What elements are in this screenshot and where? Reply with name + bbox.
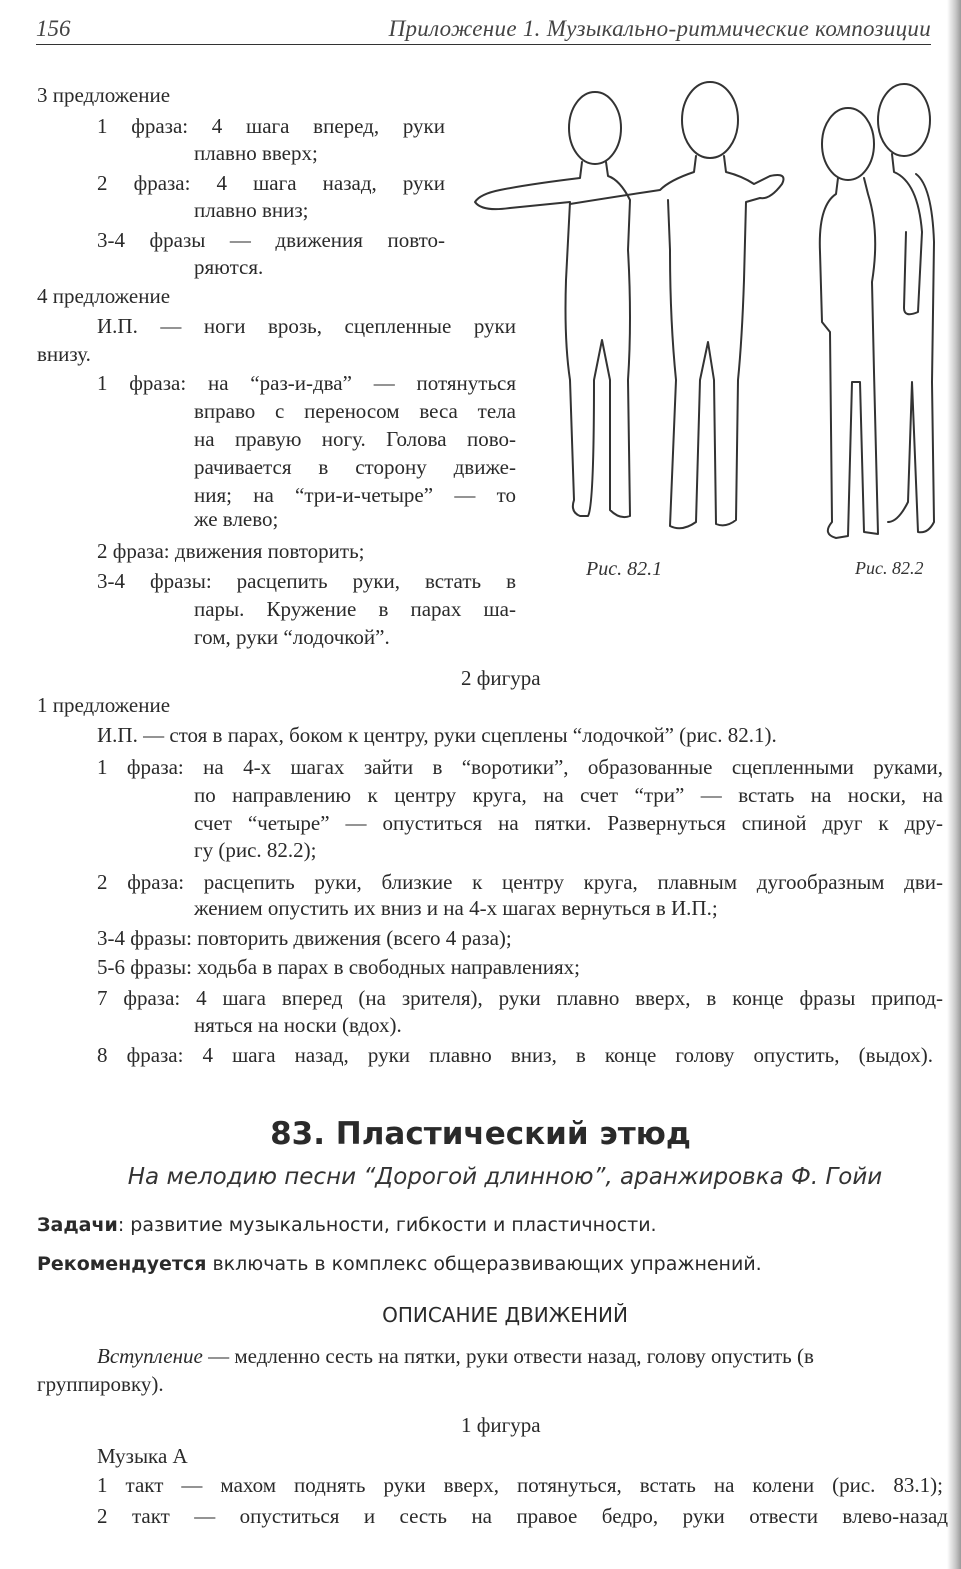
text-line: счет “четыре” — опуститься на пятки. Развернуться спиной друг к дру- [194,811,943,835]
figure-82-1-illustration [470,80,790,550]
text-line: 1 фраза: 4 шага вперед, руки [97,114,445,138]
running-header [36,10,931,45]
text-line: гом, руки “лодочкой”. [194,625,390,649]
figure-caption-82-1: Рис. 82.1 [586,558,663,580]
text-line: 1 фраза: на “раз-и-два” — потянуться [97,371,516,395]
text-line: по направлению к центру круга, на счет “три” — встать на носки, на [194,783,943,807]
child-head [682,82,738,158]
text-line: вправо с переносом веса тела [194,399,516,423]
text-line: 2 фраза: расцепить руки, близкие к центру круга, плавным дугообразным дви- [97,870,943,894]
text-line: рачивается в сторону движе- [194,455,516,479]
text-line: же влево; [194,507,279,531]
intro-label: Вступление [97,1344,203,1368]
text-line: няться на носки (вдох). [194,1013,402,1037]
page-number: 156 [36,16,71,41]
text-line: И.П. — стоя в парах, боком к центру, руки сцеплены “лодочкой” (рис. 82.1). [97,723,777,747]
text-line: 7 фраза: 4 шага вперед (на зрителя), руки плавно вверх, в конце фразы припод- [97,986,943,1010]
tasks-label: Задачи [37,1214,118,1236]
figure-82-2-illustration [808,82,948,552]
text-line: внизу. [37,342,91,366]
section-83-subtitle: На мелодию песни “Дорогой длинною”, аранжировка Ф. Гойи [127,1164,883,1190]
text-line: 8 фраза: 4 шага назад, руки плавно вниз, в конце голову опустить, (выдох). [97,1043,933,1067]
child-head [569,92,621,164]
description-heading: ОПИСАНИЕ ДВИЖЕНИЙ [382,1303,628,1327]
text-line: ния; на “три-и-четыре” — то [194,483,516,507]
section-83-title: 83. Пластический этюд [270,1116,691,1152]
text-line: плавно вверх; [194,141,318,165]
recommend-label: Рекомендуется [37,1253,207,1275]
sentence-1-heading: 1 предложение [37,693,171,717]
recommend-text: включать в комплекс общеразвивающих упражнений. [206,1253,762,1275]
text-line: 3-4 фразы — движения повто- [97,228,445,252]
text-line: на правую ногу. Голова пово- [194,427,516,451]
figure-2-heading: 2 фигура [461,666,541,690]
figure-1-heading: 1 фигура [461,1413,541,1437]
recommend-paragraph [37,1253,762,1275]
child-head [878,84,930,156]
child-head [822,108,874,180]
text-line: группировку). [37,1372,164,1396]
child-body [475,162,630,517]
tasks-text: : развитие музыкальности, гибкости и пластичности. [117,1214,657,1236]
page-edge-shadow [947,0,961,1569]
text-line: 3-4 фразы: расцепить руки, встать в [97,569,516,593]
sentence-4-heading: 4 предложение [37,284,171,308]
child-body [888,154,934,532]
text-line: 5-6 фразы: ходьба в парах в свободных направлениях; [97,955,580,979]
running-title: Приложение 1. Музыкально-ритмические композиции [388,16,931,41]
text-line: 2 фраза: движения повторить; [97,539,365,563]
intro-text: — медленно сесть на пятки, руки отвести назад, голову опустить (в [202,1344,814,1368]
text-line: гу (рис. 82.2); [194,838,317,862]
sentence-3-heading: 3 предложение [37,83,171,107]
music-label: Музыка А [97,1444,188,1468]
intro-paragraph [97,1343,814,1370]
text-line: 3-4 фразы: повторить движения (всего 4 раза); [97,926,512,950]
text-line: 1 такт — махом поднять руки вверх, потянуться, встать на колени (рис. 83.1); [97,1473,943,1497]
text-line: 2 фраза: 4 шага назад, руки [97,171,445,195]
text-line: И.П. — ноги врозь, сцепленные руки [97,314,516,338]
figure-caption-82-2: Рис. 82.2 [855,558,924,578]
tasks-paragraph [37,1214,657,1236]
text-line: плавно вниз; [194,198,309,222]
text-line: 2 такт — опуститься и сесть на правое бедро, руки отвести влево-назад [97,1504,948,1528]
text-line: жением опустить их вниз и на 4-х шагах вернуться в И.П.; [194,896,718,920]
text-line: ряются. [194,255,264,279]
child-body [820,178,878,538]
text-line: пары. Кружение в парах ша- [194,597,516,621]
text-line: 1 фраза: на 4-х шагах зайти в “воротики”, образованные сцепленными руками, [97,755,943,779]
